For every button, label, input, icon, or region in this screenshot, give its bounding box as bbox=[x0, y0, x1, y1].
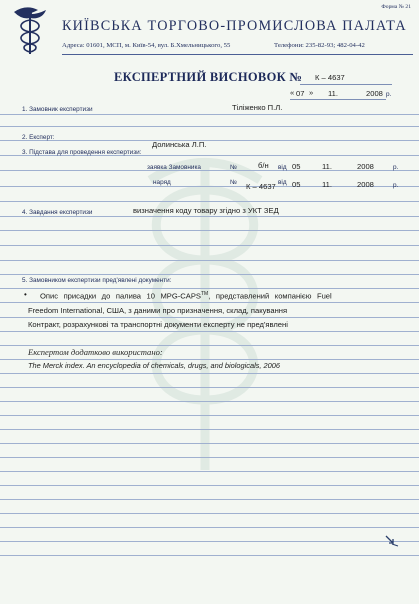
documents-line-1-b: , представлений компанією Fuel bbox=[208, 291, 332, 301]
form-number: Форма № 21 bbox=[381, 4, 411, 10]
date-quote: « bbox=[290, 88, 295, 97]
end-mark-icon bbox=[384, 534, 400, 548]
order-from-label: від bbox=[278, 179, 287, 186]
organization-address: Адреса: 01601, МСП, м. Київ-54, вул. Б.Хмельницького, 55 bbox=[62, 42, 231, 49]
customer-value: Тіліженко П.Л. bbox=[232, 103, 283, 112]
application-month: 11. bbox=[322, 162, 332, 171]
documents-line-2: Freedom International, США, з даними про призначення, склад, пакування bbox=[28, 306, 288, 315]
documents-line-3: Контракт, розрахункові та транспортні документи експерту не пред'явлені bbox=[28, 320, 288, 329]
order-suffix: р. bbox=[393, 182, 399, 189]
order-number: К – 4637 bbox=[246, 182, 276, 191]
order-no-label: № bbox=[230, 179, 237, 186]
order-label: наряд bbox=[153, 179, 171, 186]
expert-label: 2. Експерт: bbox=[22, 134, 55, 141]
organization-phones: Телефони: 235-82-93; 482-04-42 bbox=[274, 42, 365, 49]
basis-label: 3. Підстава для проведення експертизи: bbox=[22, 149, 142, 156]
date-quote-close: » bbox=[309, 88, 314, 97]
documents-line-1 bbox=[40, 291, 332, 301]
application-no-label: № bbox=[230, 164, 237, 171]
additional-sources-value: The Merck index. An encyclopedia of chemicals, drugs, and biologicals, 2006 bbox=[28, 361, 280, 370]
conclusion-date-suffix: р. bbox=[386, 91, 392, 98]
order-day: 05 bbox=[292, 180, 301, 189]
application-day: 05 bbox=[292, 162, 301, 171]
conclusion-date-day: 07 bbox=[296, 89, 305, 98]
conclusion-date-month: 11. bbox=[328, 89, 338, 98]
additional-sources-heading: Експертом додатково використано: bbox=[28, 347, 163, 357]
documents-bullet: • bbox=[24, 290, 27, 299]
organization-name: КИЇВСЬКА ТОРГОВО-ПРОМИСЛОВА ПАЛАТА bbox=[62, 18, 407, 34]
customer-label: 1. Замовник експертизи bbox=[22, 106, 93, 113]
application-suffix: р. bbox=[393, 164, 399, 171]
conclusion-date-year: 2008 bbox=[366, 89, 383, 98]
task-value: визначення коду товару згідно з УКТ ЗЕД bbox=[133, 206, 279, 215]
application-label: заявка Замовника bbox=[147, 164, 201, 171]
chamber-logo-icon bbox=[8, 2, 52, 56]
trademark-mark: TM bbox=[201, 291, 209, 297]
document-title: ЕКСПЕРТНИЙ ВИСНОВОК № bbox=[114, 70, 303, 84]
task-label: 4. Завдання експертизи bbox=[22, 209, 93, 216]
watermark-emblem bbox=[120, 150, 290, 480]
order-year: 2008 bbox=[357, 180, 374, 189]
order-month: 11. bbox=[322, 180, 332, 189]
documents-label: 5. Замовником експертизи пред'явлені документи: bbox=[22, 277, 172, 284]
expert-value: Долинська Л.П. bbox=[152, 140, 207, 149]
conclusion-number: К – 4637 bbox=[315, 73, 345, 82]
application-number: б/н bbox=[258, 161, 269, 170]
application-from-label: від bbox=[278, 164, 287, 171]
application-year: 2008 bbox=[357, 162, 374, 171]
documents-line-1-a: Опис присадки до палива 10 MPG-CAPS bbox=[40, 291, 201, 301]
